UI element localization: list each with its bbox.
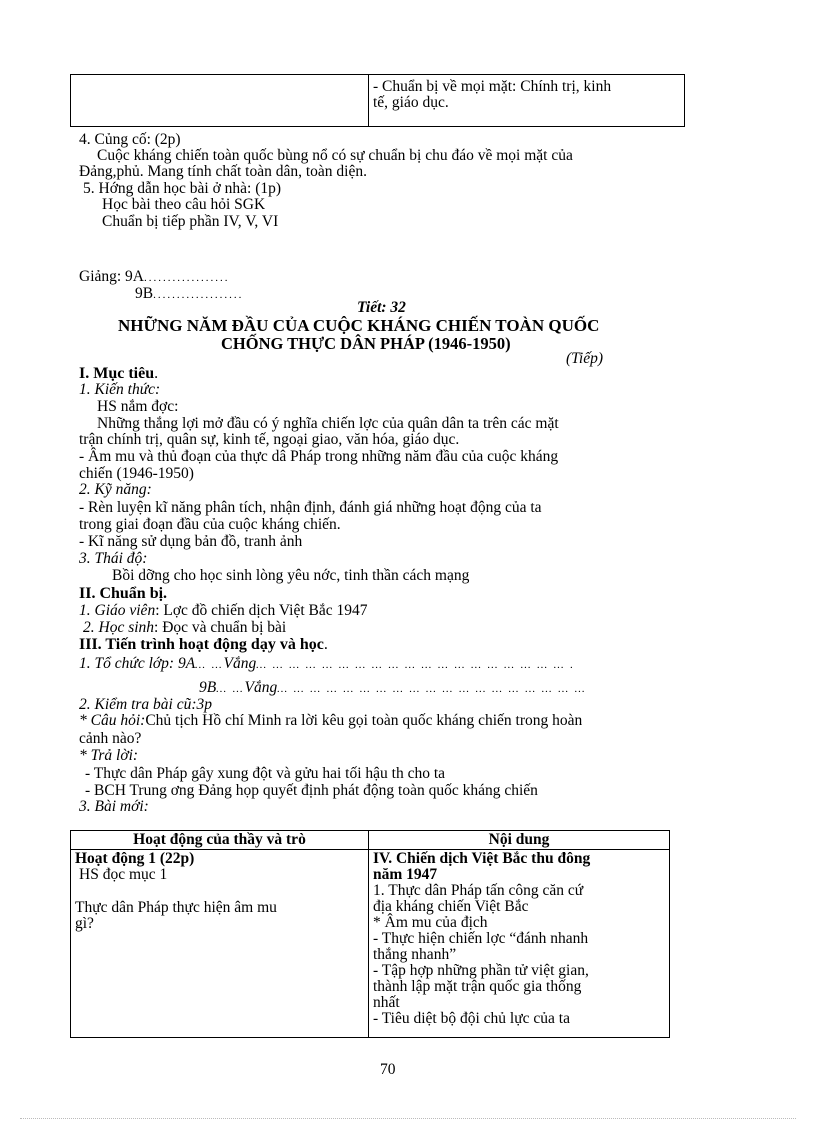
- lesson-continued: (Tiếp): [566, 350, 604, 367]
- giang-dots-2: ...................: [153, 289, 244, 301]
- giang-line-1: [79, 269, 230, 286]
- continuation-right-cell: [369, 75, 685, 127]
- huongdan-heading: 5. Hớng dẫn học bài ở nhà: (1p): [83, 180, 282, 197]
- chuanbi-student: [83, 620, 286, 636]
- activity-1-question-1: Thực dân Pháp thực hiện âm mu: [75, 899, 277, 916]
- kiemtra-label: 2. Kiểm tra bài cũ:3p: [79, 696, 213, 713]
- chuanbi-student-text: : Đọc và chuẩn bị bài: [154, 619, 287, 636]
- cungco-line-1: Cuộc kháng chiến toàn quốc bùng nổ có sự chuẩn bị chu đáo về mọi mặt của: [97, 147, 573, 164]
- content-line-7: thành lập mặt trận quốc gia thống: [373, 978, 582, 995]
- giang-dots-1: ..................: [144, 272, 230, 284]
- chuanbi-teacher-text: : Lợc đồ chiến dịch Việt Bắc 1947: [155, 602, 368, 619]
- lesson-title-line-1: NHỮNG NĂM ĐẦU CỦA CUỘC KHÁNG CHIẾN TOÀN QUỐC: [118, 316, 600, 335]
- chuanbi-heading: II. Chuẩn bị.: [79, 585, 168, 602]
- content-line-1: 1. Thực dân Pháp tấn công căn cứ: [373, 882, 584, 899]
- giang-label: Giảng: 9A: [79, 268, 145, 285]
- traloi-label: * Trả lời:: [79, 747, 139, 764]
- kienthuc-label: 1. Kiến thức:: [79, 381, 161, 398]
- cauhoi-text-1: Chủ tịch Hồ chí Minh ra lời kêu gọi toàn quốc kháng chiến trong hoàn: [145, 712, 583, 729]
- activity-1-heading: Hoạt động 1 (22p): [75, 850, 195, 867]
- giang-line-2: [135, 286, 243, 303]
- traloi-line-1: - Thực dân Pháp gây xung đột và gửu hai tối hậu th cho ta: [85, 765, 446, 782]
- kynang-label: 2. Kỹ năng:: [79, 481, 152, 498]
- page-number: 70: [380, 1061, 396, 1078]
- tochuc-line-9a: [79, 656, 575, 673]
- activities-header-left: Hoạt động của thầy và trò: [71, 831, 369, 850]
- cungco-heading: 4. Củng cố: (2p): [79, 131, 181, 148]
- cauhoi-label: * Câu hỏi:: [79, 712, 146, 729]
- activities-table: [70, 830, 670, 1038]
- baimoi-label: 3. Bài mới:: [79, 798, 149, 815]
- prep-line-2: tế, giáo dục.: [373, 94, 449, 111]
- vang-label-b: Vắng: [244, 679, 278, 696]
- kynang-line-1: - Rèn luyện kĩ năng phân tích, nhận định, đánh giá những hoạt động của ta: [79, 499, 542, 516]
- huongdan-line-1: Học bài theo câu hỏi SGK: [102, 196, 266, 213]
- activity-1-read: HS đọc mục 1: [79, 866, 168, 883]
- content-line-3: * Âm mu của địch: [373, 914, 488, 931]
- content-line-4: - Thực hiện chiến lợc “đánh nhanh: [373, 930, 589, 947]
- kienthuc-line-1: Những thắng lợi mở đầu có ý nghĩa chiến lợc của quân dân ta trên các mặt: [97, 415, 559, 432]
- content-line-5: thắng nhanh”: [373, 946, 457, 963]
- content-line-2: địa kháng chiến Việt Bắc: [373, 898, 529, 915]
- chuanbi-teacher: [79, 603, 368, 619]
- content-line-9: - Tiêu diệt bộ đội chủ lực của ta: [373, 1010, 570, 1027]
- huongdan-line-2: Chuẩn bị tiếp phần IV, V, VI: [102, 213, 279, 230]
- content-heading-1: IV. Chiến dịch Việt Bắc thu đông: [373, 850, 591, 867]
- chuanbi-student-label: 2. Học sinh: [83, 619, 155, 636]
- content-line-8: nhất: [373, 994, 400, 1011]
- prep-line-1: - Chuẩn bị về mọi mặt: Chính trị, kinh: [373, 78, 612, 95]
- tochuc-class-b: 9B: [199, 679, 217, 696]
- continuation-table: [70, 74, 685, 127]
- tochuc-dots-b: … …: [216, 683, 245, 695]
- kienthuc-line-4: chiến (1946-1950): [79, 465, 194, 482]
- giang-class-b: 9B: [135, 285, 154, 302]
- activities-right-cell: [369, 850, 670, 1038]
- tientrinh-heading: III. Tiến trình hoạt động dạy và học.: [79, 636, 328, 653]
- cauhoi-line-2: cảnh nào?: [79, 730, 142, 747]
- traloi-line-2: - BCH Trung ơng Đảng họp quyết định phát động toàn quốc kháng chiến: [85, 782, 538, 799]
- tochuc-dots-a: … …: [195, 659, 224, 671]
- chuanbi-teacher-label: 1. Giáo viên: [79, 602, 156, 619]
- kynang-line-2: trong giai đoạn đầu của cuộc kháng chiến.: [79, 516, 341, 533]
- vang-label-a: Vắng: [223, 655, 257, 672]
- muctieu-heading: I. Mục tiêu.: [79, 365, 159, 382]
- content-line-6: - Tập hợp những phần tử việt gian,: [373, 962, 589, 979]
- kienthuc-intro: HS nắm đợc:: [97, 398, 179, 415]
- vang-dots-a: … … … … … … … … … … … … … … … … … … … .: [256, 659, 576, 671]
- kienthuc-line-3: - Âm mu và thủ đoạn của thực dâ Pháp trong những năm đầu của cuộc kháng: [79, 448, 559, 465]
- kynang-line-3: - Kĩ năng sử dụng bản đồ, tranh ảnh: [79, 533, 303, 550]
- lesson-number: Tiết: 32: [357, 299, 406, 316]
- thaido-label: 3. Thái độ:: [79, 550, 148, 567]
- cungco-line-2: Đảng,phủ. Mang tính chất toàn dân, toàn diện.: [79, 163, 367, 180]
- continuation-left-cell: [71, 75, 369, 127]
- tochuc-label: 1. Tổ chức lớp: 9A: [79, 655, 196, 672]
- vang-dots-b: … … … … … … … … … … … … … … … … … … …: [277, 683, 587, 695]
- kienthuc-line-2: trận chính trị, quân sự, kinh tế, ngoại giao, văn hóa, giáo dục.: [79, 431, 460, 448]
- page-bottom-rule: [20, 1118, 796, 1119]
- activities-left-cell: [71, 850, 369, 1038]
- activity-1-question-2: gì?: [75, 915, 94, 932]
- content-heading-2: năm 1947: [373, 866, 438, 883]
- lesson-title-line-2: CHỐNG THỰC DÂN PHÁP (1946-1950): [221, 334, 511, 353]
- activities-header-right: Nội dung: [369, 831, 670, 850]
- thaido-line-1: Bồi dỡng cho học sinh lòng yêu nớc, tinh thần cách mạng: [112, 567, 470, 584]
- tochuc-line-9b: [199, 680, 587, 697]
- cauhoi-line-1: [79, 713, 582, 729]
